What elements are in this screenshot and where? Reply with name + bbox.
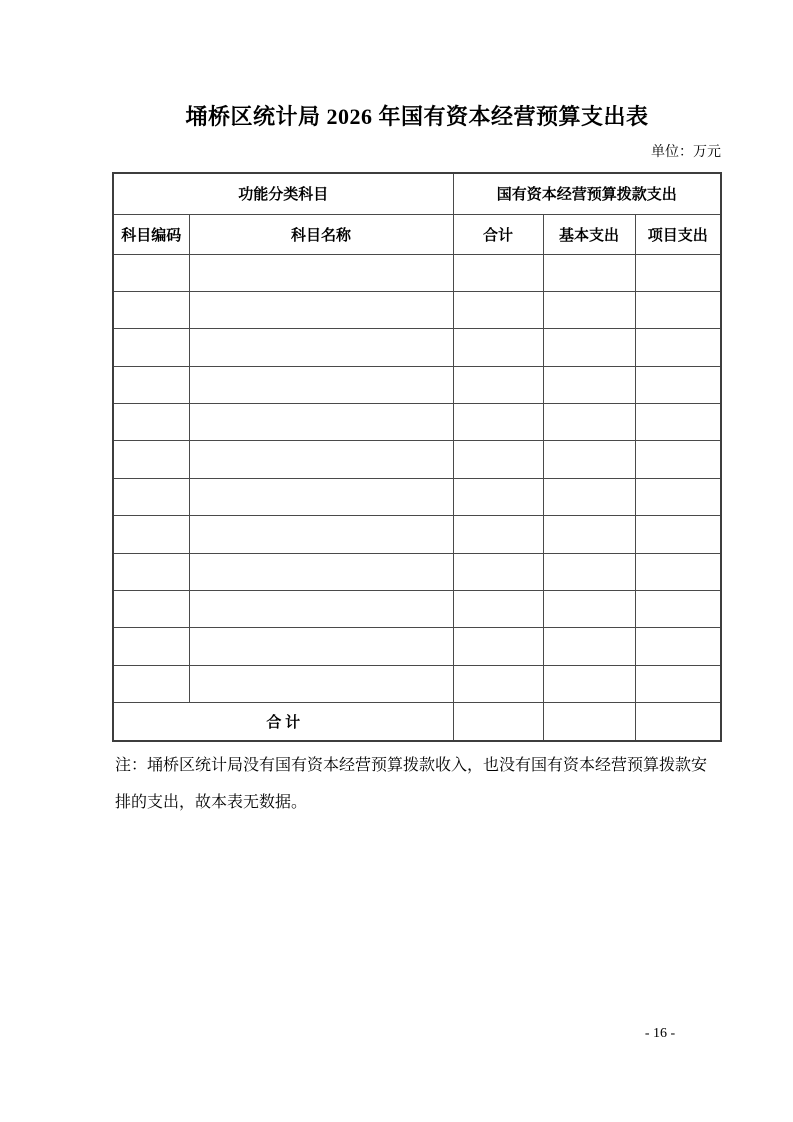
table-cell	[189, 553, 453, 590]
table-cell	[189, 366, 453, 403]
table-cell	[635, 553, 721, 590]
table-cell	[113, 366, 189, 403]
table-body	[113, 254, 721, 703]
total-value-total	[453, 703, 543, 741]
header-budget-appropriation-expenditure: 国有资本经营预算拨款支出	[453, 173, 721, 214]
table-cell	[543, 478, 635, 515]
table-cell	[113, 553, 189, 590]
table-cell	[189, 254, 453, 291]
table-note-line-1: 注：埇桥区统计局没有国有资本经营预算拨款收入，也没有国有资本经营预算拨款安	[115, 757, 708, 774]
table-cell	[113, 478, 189, 515]
table-cell	[635, 516, 721, 553]
table-cell	[635, 441, 721, 478]
table-cell	[113, 665, 189, 702]
table-cell	[453, 366, 543, 403]
table-cell	[189, 329, 453, 366]
total-row	[113, 703, 721, 741]
table-cell	[453, 291, 543, 328]
table-cell	[113, 404, 189, 441]
table-cell	[635, 591, 721, 628]
table-cell	[189, 291, 453, 328]
table-row	[113, 478, 721, 515]
table-cell	[543, 366, 635, 403]
table-cell	[635, 254, 721, 291]
table-row	[113, 553, 721, 590]
table-cell	[543, 291, 635, 328]
table-cell	[113, 441, 189, 478]
table-cell	[453, 329, 543, 366]
table-cell	[453, 628, 543, 665]
column-header-total: 合计	[453, 214, 543, 254]
column-header-subject-name: 科目名称	[189, 214, 453, 254]
table-row	[113, 516, 721, 553]
table-cell	[453, 516, 543, 553]
table-cell	[113, 329, 189, 366]
table-cell	[453, 441, 543, 478]
table-cell	[113, 516, 189, 553]
table-cell	[453, 404, 543, 441]
table-cell	[543, 553, 635, 590]
table-group-header-row	[113, 173, 721, 214]
table-cell	[635, 478, 721, 515]
table-row	[113, 591, 721, 628]
table-cell	[113, 628, 189, 665]
table-cell	[189, 441, 453, 478]
table-row	[113, 404, 721, 441]
table-cell	[189, 591, 453, 628]
table-row	[113, 628, 721, 665]
table-row	[113, 366, 721, 403]
table-cell	[543, 404, 635, 441]
table-cell	[543, 254, 635, 291]
table-cell	[635, 329, 721, 366]
table-cell	[543, 329, 635, 366]
table-cell	[189, 478, 453, 515]
table-cell	[189, 665, 453, 702]
table-note-line-2: 排的支出，故本表无数据。	[115, 794, 308, 811]
budget-expenditure-table	[112, 172, 722, 742]
page-title: 埇桥区统计局 2026 年国有资本经营预算支出表	[185, 104, 649, 129]
table-cell	[453, 553, 543, 590]
table-cell	[635, 628, 721, 665]
total-label: 合 计	[113, 703, 453, 741]
table-column-header-row	[113, 214, 721, 254]
table-cell	[635, 366, 721, 403]
table-cell	[189, 516, 453, 553]
column-header-basic-expense: 基本支出	[543, 214, 635, 254]
table-cell	[189, 404, 453, 441]
table-cell	[113, 291, 189, 328]
table-cell	[543, 441, 635, 478]
unit-label: 单位：万元	[651, 145, 721, 160]
table-row	[113, 291, 721, 328]
table-cell	[453, 254, 543, 291]
table-row	[113, 665, 721, 702]
table-cell	[635, 665, 721, 702]
column-header-subject-code: 科目编码	[113, 214, 189, 254]
column-header-project-expense: 项目支出	[635, 214, 721, 254]
header-functional-classification: 功能分类科目	[113, 173, 453, 214]
table-row	[113, 441, 721, 478]
table-cell	[543, 628, 635, 665]
table-cell	[543, 516, 635, 553]
table-cell	[635, 404, 721, 441]
page-number: - 16 -	[644, 1026, 676, 1041]
table-cell	[113, 254, 189, 291]
table-cell	[453, 665, 543, 702]
table-cell	[189, 628, 453, 665]
table-cell	[543, 665, 635, 702]
total-value-project	[635, 703, 721, 741]
table-note	[115, 747, 725, 821]
table-cell	[113, 591, 189, 628]
table-cell	[543, 591, 635, 628]
table-row	[113, 254, 721, 291]
table-cell	[635, 291, 721, 328]
total-value-basic	[543, 703, 635, 741]
table-cell	[453, 591, 543, 628]
table-cell	[453, 478, 543, 515]
table-row	[113, 329, 721, 366]
